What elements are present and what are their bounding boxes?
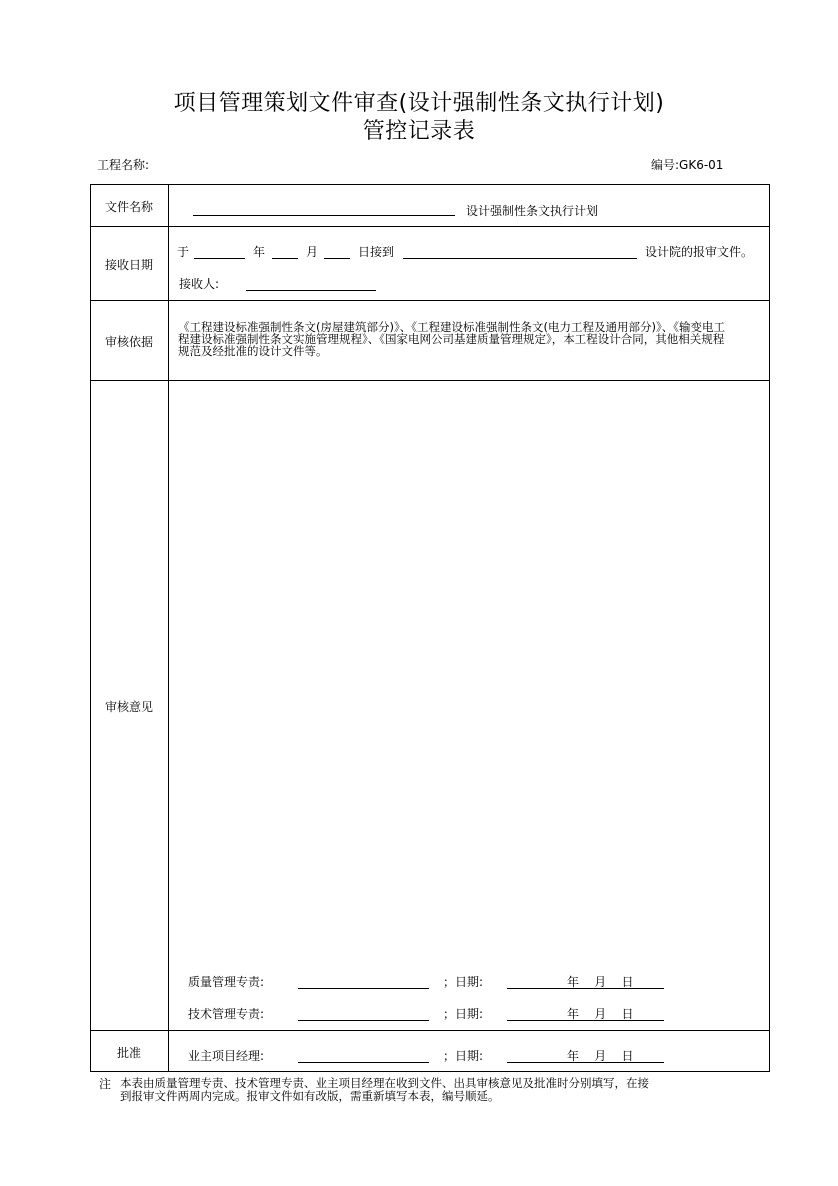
basis-text: 《工程建设标准强制性条文(房屋建筑部分)》、《工程建设标准强制性条文(电力工程及通用部分)》、《输变电工程建设标准强制性条文实施管理规程》、《国家电网公司基建质量管理规定》，本工程设计合同，其他相关规程规范及经批准的设计文件等。 <box>178 320 725 358</box>
receive-year-unit: 年 <box>253 245 266 259</box>
page-title: 项目管理策划文件审查(设计强制性条文执行计划) <box>173 91 665 116</box>
receive-suffix: 设计院的报审文件。 <box>645 245 754 259</box>
quality-date-ymd: 年 月 日 <box>567 975 634 989</box>
receiver-label: 接收人: <box>179 277 220 291</box>
opinion-label: 审核意见 <box>104 700 153 714</box>
tech-manager-label: 技术管理专责: <box>188 1007 265 1021</box>
owner-manager-label: 业主项目经理: <box>188 1049 265 1063</box>
quality-manager-signature[interactable] <box>298 988 429 989</box>
design-institute-blank[interactable] <box>403 258 637 259</box>
receive-month-blank[interactable] <box>272 258 298 259</box>
receive-yu: 于 <box>177 245 190 259</box>
tech-manager-signature[interactable] <box>298 1020 429 1021</box>
basis-label: 审核依据 <box>104 335 153 349</box>
row-divider <box>90 226 770 227</box>
note-mark: 注 <box>99 1077 112 1091</box>
note-line-1: 本表由质量管理专责、技术管理专责、业主项目经理在收到文件、出具审核意见及批准时分别填写，在接 <box>120 1076 649 1090</box>
approve-label: 批准 <box>116 1046 141 1060</box>
label-column-divider <box>168 184 169 1072</box>
approve-date-label: ；日期: <box>443 1049 484 1063</box>
quality-date-label: ；日期: <box>443 975 484 989</box>
row-divider <box>90 300 770 301</box>
receiver-blank[interactable] <box>246 290 376 291</box>
row-divider <box>90 1030 770 1031</box>
file-name-value: 设计强制性条文执行计划 <box>466 204 599 218</box>
note-line-2: 到报审文件两周内完成。报审文件如有改版，需重新填写本表，编号顺延。 <box>120 1089 500 1103</box>
file-name-blank[interactable] <box>193 215 455 216</box>
quality-manager-label: 质量管理专责: <box>188 975 265 989</box>
owner-manager-signature[interactable] <box>298 1062 429 1063</box>
receive-date-label: 接收日期 <box>104 258 153 272</box>
page-subtitle: 管控记录表 <box>362 119 476 144</box>
record-table <box>90 184 770 1072</box>
receive-year-blank[interactable] <box>194 258 245 259</box>
receive-day-unit: 日接到 <box>358 245 395 259</box>
tech-date-label: ；日期: <box>443 1007 484 1021</box>
receive-month-unit: 月 <box>306 245 319 259</box>
row-divider <box>90 380 770 381</box>
project-name-label: 工程名称: <box>97 158 150 172</box>
receive-day-blank[interactable] <box>324 258 350 259</box>
document-code: 编号:GK6-01 <box>651 158 724 172</box>
approve-date-ymd: 年 月 日 <box>567 1049 634 1063</box>
file-name-label: 文件名称 <box>104 200 153 214</box>
tech-date-ymd: 年 月 日 <box>567 1007 634 1021</box>
